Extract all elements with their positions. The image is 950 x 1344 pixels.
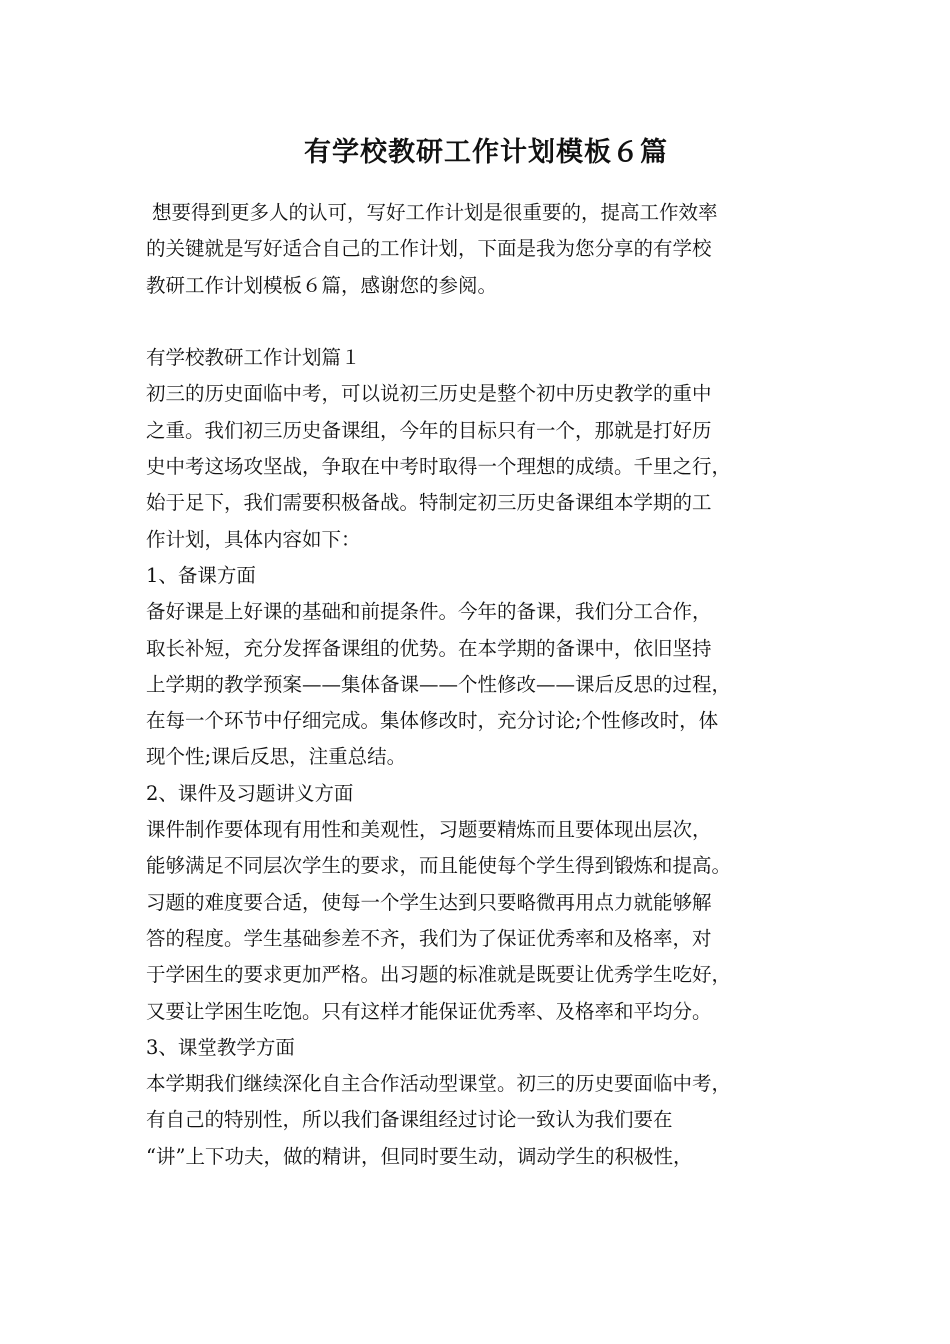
body-line: 始于足下，我们需要积极备战。特制定初三历史备课组本学期的工 — [146, 491, 712, 515]
body-line: 1、备课方面 — [146, 563, 256, 587]
document-title: 有学校教研工作计划模板６篇 — [304, 137, 668, 168]
blank-line — [146, 304, 836, 340]
body-line: 现个性;课后反思，注重总结。 — [146, 745, 407, 769]
body-line: 又要让学困生吃饱。只有这样才能保证优秀率、及格率和平均分。 — [146, 999, 712, 1023]
body-line: 初三的历史面临中考，可以说初三历史是整个初中历史教学的重中 — [146, 382, 712, 406]
body-line: 教研工作计划模板６篇，感谢您的参阅。 — [146, 273, 498, 297]
body-line: 史中考这场攻坚战，争取在中考时取得一个理想的成绩。千里之行， — [146, 455, 732, 479]
body-line: 作计划，具体内容如下： — [146, 527, 361, 551]
body-line: 3、课堂教学方面 — [146, 1035, 295, 1059]
body-line: 在每一个环节中仔细完成。集体修改时，充分讨论;个性修改时，体 — [146, 709, 719, 733]
body-line: 习题的难度要合适，使每一个学生达到只要略微再用点力就能够解 — [146, 890, 712, 914]
body-line: 能够满足不同层次学生的要求，而且能使每个学生得到锻炼和提高。 — [146, 854, 732, 878]
body-line: 上学期的教学预案——集体备课——个性修改——课后反思的过程， — [146, 672, 732, 696]
body-line: 有学校教研工作计划篇１ — [146, 346, 361, 370]
body-line: “讲”上下功夫，做的精讲，但同时要生动，调动学生的积极性， — [146, 1144, 693, 1168]
body-line: 的关键就是写好适合自己的工作计划，下面是我为您分享的有学校 — [146, 237, 712, 261]
body-line: 2、课件及习题讲义方面 — [146, 781, 354, 805]
body-line: 想要得到更多人的认可，写好工作计划是很重要的，提高工作效率 — [152, 201, 718, 224]
body-line: 于学困生的要求更加严格。出习题的标准就是既要让优秀学生吃好， — [146, 963, 732, 987]
body-line: 备好课是上好课的基础和前提条件。今年的备课，我们分工合作， — [146, 600, 712, 624]
body-line: 答的程度。学生基础参差不齐，我们为了保证优秀率和及格率，对 — [146, 926, 712, 950]
body-line: 本学期我们继续深化自主合作活动型课堂。初三的历史要面临中考， — [146, 1072, 732, 1096]
body-line: 之重。我们初三历史备课组，今年的目标只有一个，那就是打好历 — [146, 418, 712, 442]
body-line: 取长补短，充分发挥备课组的优势。在本学期的备课中，依旧坚持 — [146, 636, 712, 660]
document-body — [146, 195, 836, 1175]
body-line: 课件制作要体现有用性和美观性，习题要精炼而且要体现出层次， — [146, 818, 712, 842]
body-line: 有自己的特别性，所以我们备课组经过讨论一致认为我们要在 — [146, 1108, 673, 1132]
